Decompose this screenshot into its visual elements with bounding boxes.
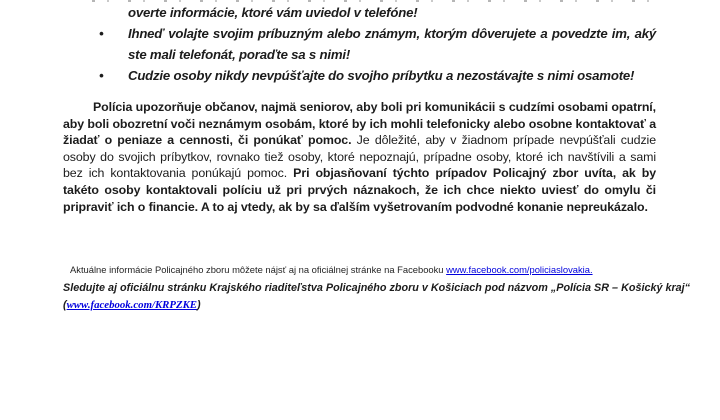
bullet-item-call-relatives (99, 23, 656, 65)
paragraph-bold-segment: Pri objasňovaní týchto prípadov Policajný zbor uvíta, ak by takéto osoby kontaktovali políciu už pri prvých náznakoch, že ich chce niekto uviesť do omylu či pripraviť ich o financie. A to aj vtedy, ak by sa ďalším vyšetrovaním podvodné konanie nepreukázalo. (63, 166, 656, 214)
info-text: Aktuálne informácie Policajného zboru môžete nájsť aj na oficiálnej stránke na Facebooku (70, 264, 447, 275)
bullet-marker: • (99, 68, 104, 83)
bullet-marker: • (99, 26, 104, 41)
facebook-info-line (70, 264, 593, 276)
paragraph-regular-segment: Je dôležité, aby v žiadnom prípade nevpúšťali cudzie osoby do svojich príbytkov, rovnako tiež osoby, ktoré nepoznajú, prípadne osoby, ktoré ich navštívili a sami bez ich kontaktovania ponúkajú pomoc. (63, 133, 656, 181)
follow-note-line2 (63, 297, 660, 314)
paragraph-bold-segment: Polícia upozorňuje občanov, najmä seniorov, aby boli pri komunikácii s cudzími osobami opatrní, aby boli obozretní voči neznámym osobám, ktoré by ich mohli telefonicky alebo osobne kontaktovať a žiadať o peniaze a cennosti, či ponúkať pomoc. (63, 100, 656, 148)
follow-note-line1: Sledujte aj oficiálnu stránku Krajského riaditeľstva Policajného zboru v Košiciach pod názvom „Polícia SR – Košický kraj“ (63, 282, 691, 294)
bullet-text: overte informácie, ktoré vám uviedol v telefóne! (128, 5, 418, 20)
follow-page-note (63, 280, 691, 314)
policiaslovakia-facebook-link[interactable]: www.facebook.com/policiaslovakia. (446, 264, 593, 275)
krpzke-facebook-link[interactable]: www.facebook.com/KRPZKE (66, 299, 197, 311)
bullet-item-strangers (99, 65, 656, 86)
bullet-item-continuation (99, 2, 656, 23)
close-paren: ) (196, 299, 201, 311)
bullet-marker (99, 2, 128, 23)
advice-bullet-list (99, 2, 656, 86)
police-warning-paragraph (63, 99, 656, 215)
open-paren: ( (63, 299, 67, 311)
bullet-text: Ihneď volajte svojim príbuzným alebo známym, ktorým dôverujete a povedzte im, aký ste mali telefonát, poraďte sa s nimi! (128, 26, 656, 62)
bullet-text: Cudzie osoby nikdy nevpúšťajte do svojho príbytku a nezostávajte s nimi osamote! (128, 68, 635, 83)
